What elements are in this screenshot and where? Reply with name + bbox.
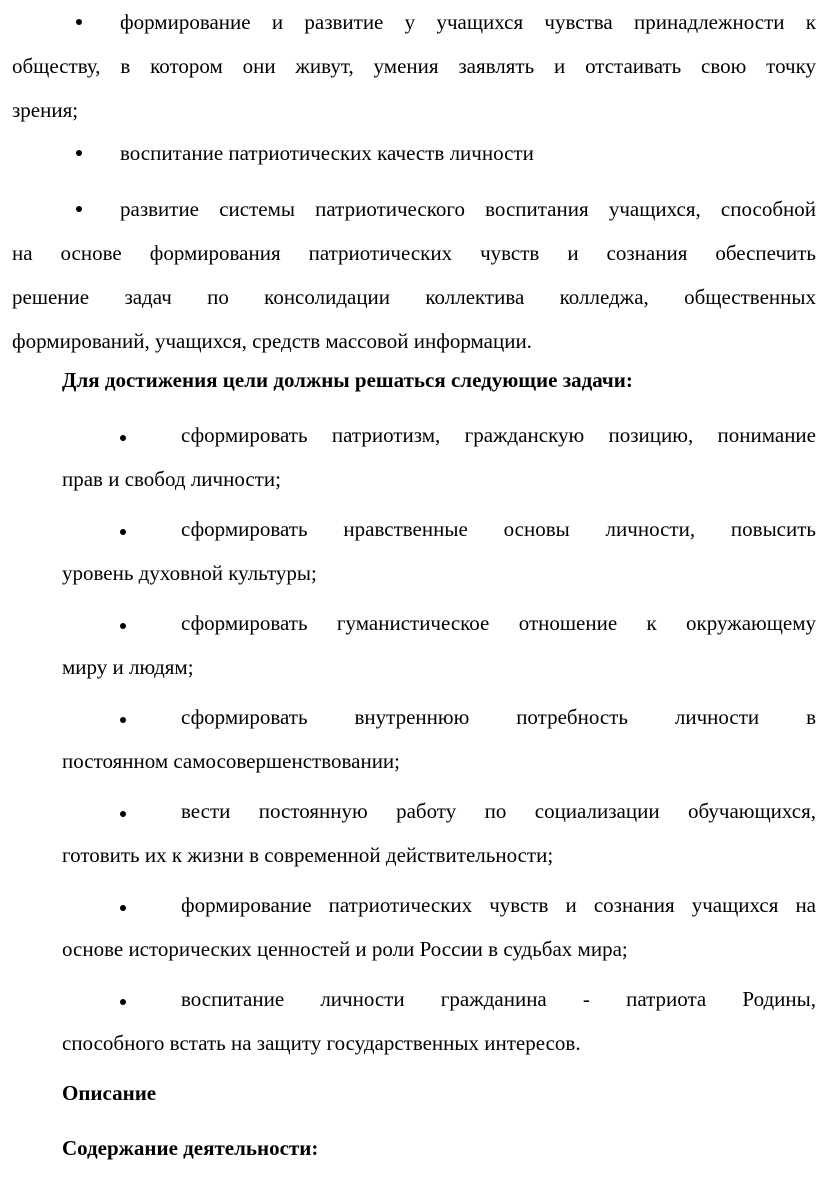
- task-bullet-4: [0, 695, 816, 783]
- top-bullet-3-line-1: развитие системы патриотического воспитания учащихся, способной: [120, 197, 816, 221]
- top-bullet-3-line-2: на основе формирования патриотических чувств и сознания обеспечить: [12, 241, 816, 265]
- top-bullet-1-line-1: формирование и развитие у учащихся чувства принадлежности к: [120, 10, 816, 34]
- task-bullet-1-line-2: прав и свобод личности;: [62, 467, 281, 491]
- task-bullet-1-line-1: сформировать патриотизм, гражданскую позицию, понимание: [181, 423, 816, 447]
- content-heading: Содержание деятельности:: [62, 1136, 319, 1160]
- task-bullet-3-line-1: сформировать гуманистическое отношение к окружающему: [181, 611, 816, 635]
- task-bullet-2-line-1: сформировать нравственные основы личности, повысить: [181, 517, 816, 541]
- top-bullet-1-line-3: зрения;: [12, 98, 79, 122]
- task-bullet-1: [0, 413, 816, 501]
- description-heading: Описание: [62, 1081, 157, 1105]
- task-bullet-5: [0, 789, 816, 877]
- task-bullet-7-line-1: воспитание личности гражданина - патриота Родины,: [181, 987, 816, 1011]
- task-bullet-4-line-2: постоянном самосовершенствовании;: [62, 749, 401, 773]
- task-bullet-7-line-2: способного встать на защиту государственных интересов.: [62, 1031, 581, 1055]
- top-bullet-1: [0, 0, 816, 132]
- task-bullet-2-line-2: уровень духовной культуры;: [62, 561, 317, 585]
- task-bullet-3-line-2: миру и людям;: [62, 655, 194, 679]
- task-bullet-2: [0, 507, 816, 595]
- task-bullet-6: [0, 883, 816, 971]
- top-bullet-1-line-2: обществу, в котором они живут, умения заявлять и отстаивать свою точку: [12, 54, 816, 78]
- tasks-heading: Для достижения цели должны решаться следующие задачи:: [62, 368, 633, 392]
- task-bullet-6-line-2: основе исторических ценностей и роли России в судьбах мира;: [62, 937, 628, 961]
- top-bullet-3: [0, 187, 816, 363]
- task-bullet-3: [0, 601, 816, 689]
- top-bullet-2-line-1: воспитание патриотических качеств личности: [120, 141, 534, 165]
- top-bullet-3-line-4: формирований, учащихся, средств массовой информации.: [12, 329, 532, 353]
- top-bullet-3-line-3: решение задач по консолидации коллектива колледжа, общественных: [12, 285, 816, 309]
- top-bullet-2: [0, 131, 534, 175]
- task-bullet-7: [0, 977, 816, 1065]
- task-bullet-6-line-1: формирование патриотических чувств и сознания учащихся на: [181, 893, 816, 917]
- task-bullet-5-line-1: вести постоянную работу по социализации обучающихся,: [181, 799, 816, 823]
- task-bullet-5-line-2: готовить их к жизни в современной действительности;: [62, 843, 554, 867]
- task-bullet-4-line-1: сформировать внутреннюю потребность личности в: [181, 705, 816, 729]
